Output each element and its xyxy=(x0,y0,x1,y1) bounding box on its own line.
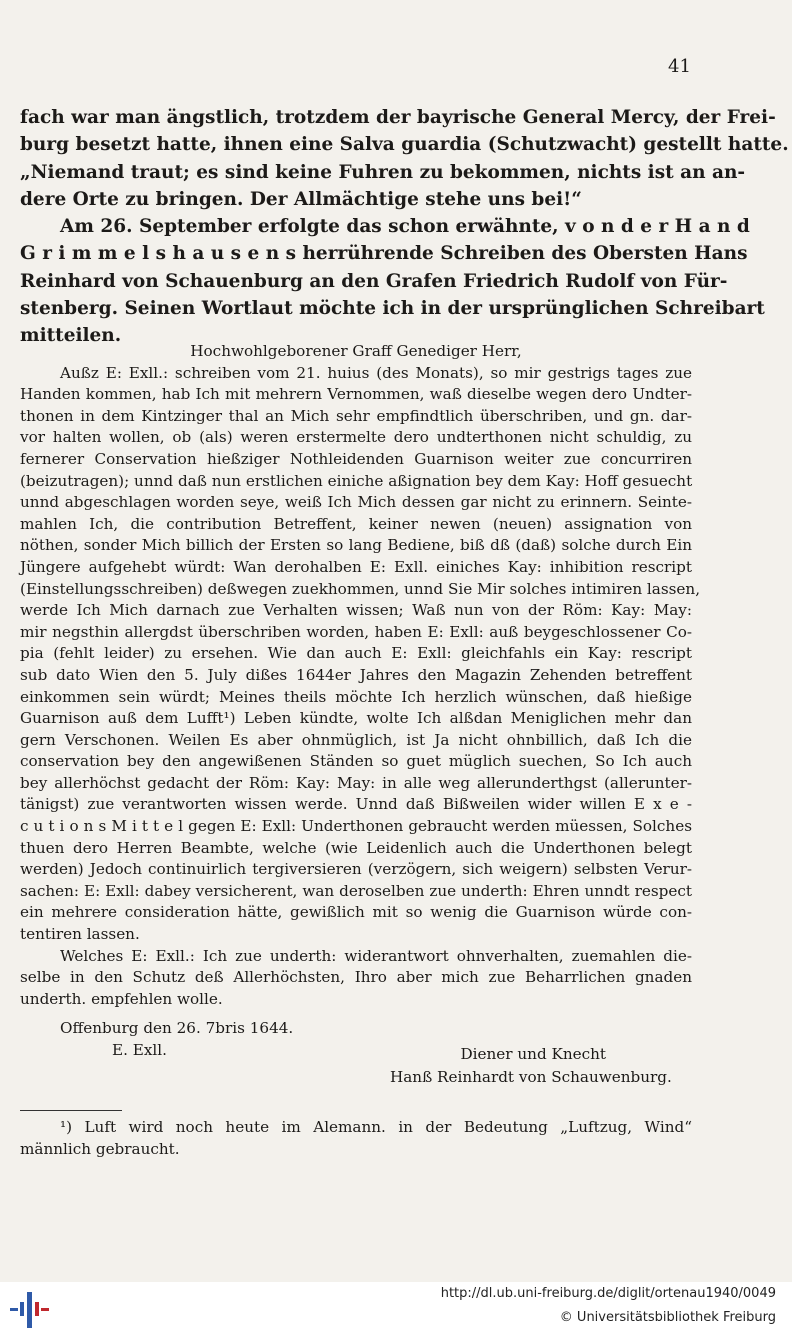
letter-line: thonen in dem Kintzinger thal an Mich sehr empfindtlich überschriben, und gn. dar- xyxy=(20,406,692,425)
letter-sign-line1: Diener und Knecht xyxy=(460,1045,606,1063)
letter-line: thuen dero Herren Beambte, welche (wie Leidenlich auch die Underthonen belegt xyxy=(20,838,692,857)
letter-line: Jüngere aufgehebt würdt: Wan derohalben E: Exll. einiches Kay: inhibition rescript xyxy=(20,557,692,576)
footnote-line: männlich gebraucht. xyxy=(20,1139,180,1158)
letter-quote xyxy=(20,341,701,1088)
letter-line: tentiren lassen. xyxy=(20,925,140,944)
letter-line: nöthen, sonder Mich billich der Ersten so lang Bediene, biß dß (daß) solche durch Ein xyxy=(20,536,692,555)
letter-closing-line: underth. empfehlen wolle. xyxy=(20,989,223,1008)
library-logo-icon xyxy=(8,1288,50,1330)
text-line: „Niemand traut; es sind keine Fuhren zu bekommen, nichts ist an an- xyxy=(20,161,746,183)
letter-salutation: Hochwohlgeborener Graff Genediger Herr, xyxy=(190,342,522,360)
letter-addressee-short: E. Exll. xyxy=(112,1041,167,1059)
letter-line: ein mehrere consideration hätte, gewißlich mit so wenig die Guarnison würde con- xyxy=(20,903,692,922)
intro-paragraph xyxy=(20,104,789,350)
letter-sign-line2: Hanß Reinhardt von Schauwenburg. xyxy=(390,1067,672,1086)
footnote-line: ¹) Luft wird noch heute im Alemann. in der Bedeutung „Luftzug, Wind“ xyxy=(60,1118,692,1136)
letter-line: werden) Jedoch continuirlich tergiversieren (verzögern, sich weigern) selbsten Verur- xyxy=(20,860,692,879)
text-line: dere Orte zu bringen. Der Allmächtige stehe uns bei!“ xyxy=(20,188,582,210)
letter-line: bey allerhöchst gedacht der Röm: Kay: May: in alle weg allerunderthgst (allerunter- xyxy=(20,773,692,792)
text-line: stenberg. Seinen Wortlaut möchte ich in der ursprünglichen Schreibart xyxy=(20,298,765,320)
text-line: Am 26. September erfolgte das schon erwähnte, v o n d e r H a n d xyxy=(60,216,750,238)
letter-line: vor halten wollen, ob (als) weren erstermelte dero undterthonen nicht schuldig, zu xyxy=(20,428,692,447)
letter-closing-line: Welches E: Exll.: Ich zue underth: widerantwort ohnverhalten, zuemahlen die- xyxy=(60,946,692,965)
letter-line: c u t i o n s M i t t e l gegen E: Exll: Underthonen gebraucht werden müessen, Solches xyxy=(20,817,692,836)
letter-line: (beizutragen); unnd daß nun erstlichen einiche aßignation bey dem Kay: Hoff gesuecht xyxy=(20,471,693,490)
letter-closing-line: selbe in den Schutz deß Allerhöchsten, Ihro aber mich zue Beharrlichen gnaden xyxy=(20,968,692,987)
letter-line: pia (fehlt leider) zu ersehen. Wie dan auch E: Exll: gleichfahls ein Kay: rescript xyxy=(20,644,692,663)
text-line: G r i m m e l s h a u s e n s herrührende Schreiben des Obersten Hans xyxy=(20,243,748,265)
text-line: Reinhard von Schauenburg an den Grafen Friedrich Rudolf von Für- xyxy=(20,270,728,292)
letter-line: sachen: E: Exll: dabey versicherent, wan deroselben zue underth: Ehren unndt respect xyxy=(20,881,692,900)
footnote-divider xyxy=(20,1110,122,1111)
letter-line: mir negsthin allergdst überschriben worden, haben E: Exll: auß beygeschlossener Co- xyxy=(20,622,692,641)
letter-line: (Einstellungsschreiben) deßwegen zuekhommen, unnd Sie Mir solches intimiren lassen, xyxy=(20,579,701,598)
letter-place-date: Offenburg den 26. 7bris 1644. xyxy=(60,1019,294,1038)
letter-line: gern Verschonen. Weilen Es aber ohnmüglich, ist Ja nicht ohnbillich, daß Ich die xyxy=(20,730,692,749)
letter-signature-row xyxy=(20,1040,692,1062)
letter-line: einkommen sein würdt; Meines theils möchte Ich herzlich wünschen, daß hießige xyxy=(20,687,692,706)
letter-line: Handen kommen, hab Ich mit mehrern Vernommen, waß dieselbe wegen dero Undter- xyxy=(20,385,692,404)
letter-line: conservation bey den angewißenen Ständen so guet müglich suechen, So Ich auch xyxy=(20,752,692,771)
page-number: 41 xyxy=(668,56,691,77)
letter-line: Guarnison auß dem Lufft¹) Leben kündte, wolte Ich alßdan Meniglichen mehr dan xyxy=(20,709,692,728)
permalink-link[interactable]: http://dl.ub.uni-freiburg.de/diglit/ortenau1940/0049 xyxy=(440,1286,776,1301)
letter-line: unnd abgeschlagen worden seye, weiß Ich Mich dessen gar nicht zu erinnern. Seinte- xyxy=(20,493,692,512)
letter-line: werde Ich Mich darnach zue Verhalten wissen; Waß nun von der Röm: Kay: May: xyxy=(20,601,692,620)
letter-line: fernerer Conservation hießziger Nothleidenden Guarnison weiter zue concurriren xyxy=(20,449,692,468)
letter-line: sub dato Wien den 5. July dißes 1644er Jahres den Magazin Zehenden betreffent xyxy=(20,665,692,684)
footnote xyxy=(20,1117,692,1160)
text-line: burg besetzt hatte, ihnen eine Salva guardia (Schutzwacht) gestellt hatte. xyxy=(20,134,789,156)
letter-line: tänigst) zue verantworten wissen werde. Unnd daß Bißweilen wider willen E x e - xyxy=(20,795,692,814)
letter-line: mahlen Ich, die contribution Betreffent, keiner newen (neuen) assignation von xyxy=(20,514,692,533)
text-line: mitteilen. xyxy=(20,325,122,347)
copyright-text: © Universitätsbibliothek Freiburg xyxy=(559,1310,776,1325)
letter-line: Außz E: Exll.: schreiben vom 21. huius (des Monats), so mir gestrigs tages zue xyxy=(60,363,692,382)
text-line: fach war man ängstlich, trotzdem der bayrische General Mercy, der Frei- xyxy=(20,107,776,128)
